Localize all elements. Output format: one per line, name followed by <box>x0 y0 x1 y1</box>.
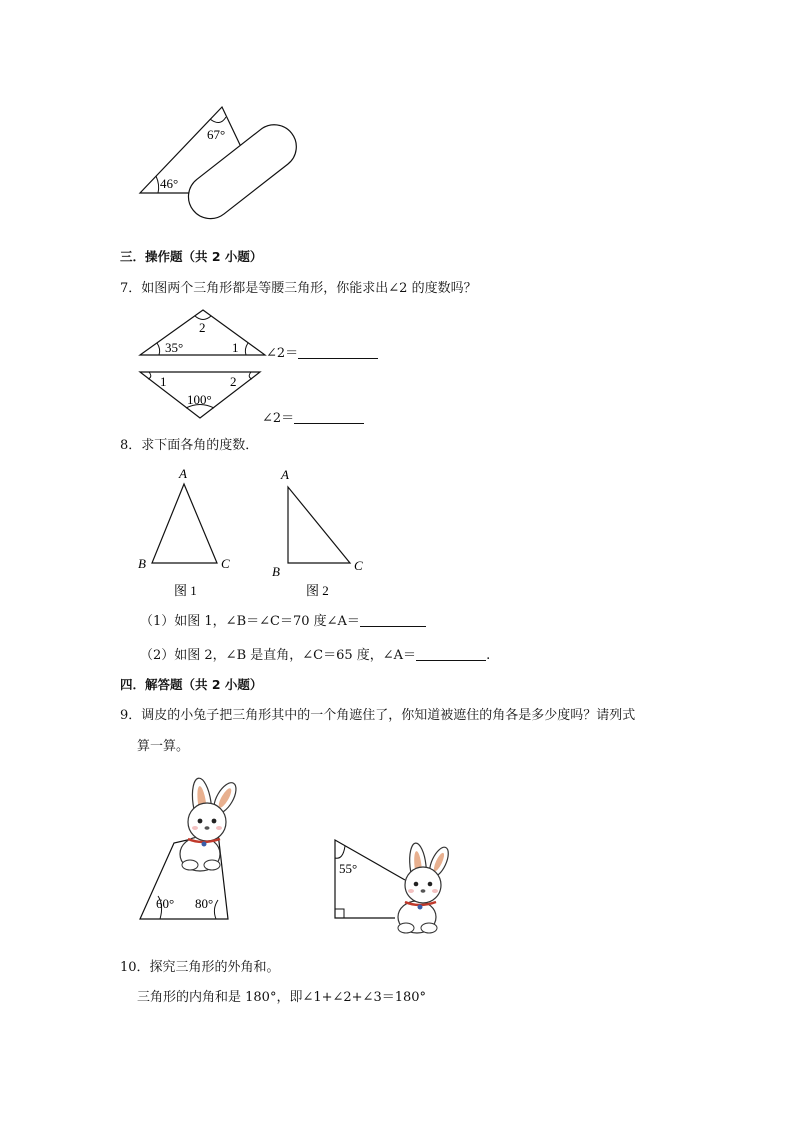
q8-fig1-triangle <box>152 484 217 563</box>
q9-left-figure <box>130 765 245 925</box>
q7-upper-apex-arc <box>195 316 211 320</box>
q7-answer-2 <box>262 409 364 428</box>
q8-fig1-label-b: B <box>138 556 146 571</box>
q7-upper-right-arc <box>245 343 248 355</box>
question-7-text: 7．如图两个三角形都是等腰三角形，你能求出∠2 的度数吗？ <box>120 281 477 296</box>
q7-upper-left-arc <box>157 343 160 355</box>
q8-fig2-triangle <box>288 487 350 563</box>
q8-sub2-text: （2）如图 2，∠B 是直角，∠C＝65 度，∠A＝ <box>140 648 417 663</box>
q7-triangles-figure <box>135 305 270 425</box>
q8-sub2-blank[interactable] <box>416 646 486 661</box>
q7-answer-2-label: ∠2＝ <box>262 411 295 426</box>
section-four-title: 四．解答题（共 2 小题） <box>120 677 263 692</box>
q8-fig2-label-a: A <box>281 467 289 482</box>
q8-fig1-label-a: A <box>179 466 187 481</box>
q7-lower-right-label: 2 <box>230 374 237 389</box>
q8-figure-1 <box>132 462 242 602</box>
q9-left-arc-80 <box>214 900 218 919</box>
q9-right-angle-mark <box>335 909 344 918</box>
angle-arc-left <box>156 176 159 193</box>
q7-upper-apex-label: 2 <box>199 320 206 335</box>
q9-right-arc-55 <box>335 846 345 858</box>
q8-fig1-label-c: C <box>221 556 230 571</box>
q8-sub-question-2 <box>140 646 490 665</box>
q7-answer-1 <box>266 344 378 363</box>
q8-fig2-label-c: C <box>354 558 363 573</box>
q8-sub-question-1 <box>140 612 426 631</box>
rabbit-illustration-right <box>398 842 452 933</box>
question-8-text: 8．求下面各角的度数． <box>120 438 259 453</box>
q8-sub1-text: （1）如图 1，∠B＝∠C＝70 度∠A＝ <box>140 614 360 629</box>
q7-answer-1-blank[interactable] <box>298 344 378 359</box>
top-triangle-figure <box>130 95 300 235</box>
q8-sub1-blank[interactable] <box>360 612 426 627</box>
q9-right-figure <box>325 830 465 945</box>
q8-fig2-label-b: B <box>272 564 280 579</box>
q9-right-triangle <box>335 840 405 918</box>
q8-sub2-end: . <box>486 648 491 663</box>
q7-upper-left-label: 35° <box>165 340 184 355</box>
rabbit-illustration-left <box>180 777 240 871</box>
question-10-line-1: 10．探究三角形的外角和。 <box>120 960 280 975</box>
q7-answer-1-label: ∠2＝ <box>266 346 299 361</box>
q7-answer-2-blank[interactable] <box>294 409 364 424</box>
question-10-line-2: 三角形的内角和是 180°，即∠1+∠2+∠3＝180° <box>137 990 427 1005</box>
q7-upper-right-label: 1 <box>232 340 239 355</box>
angle-label-46: 46° <box>160 176 179 191</box>
section-three-title: 三．操作题（共 2 小题） <box>120 249 263 264</box>
q9-right-label-55: 55° <box>339 861 358 876</box>
q9-left-label-60: 60° <box>156 896 175 911</box>
question-9-line-2: 算一算。 <box>137 739 190 754</box>
angle-label-67: 67° <box>207 127 226 142</box>
q7-lower-left-label: 1 <box>160 374 167 389</box>
q7-lower-bottom-label: 100° <box>187 392 212 407</box>
q8-figure-2 <box>268 462 378 602</box>
q8-fig2-caption: 图 2 <box>306 583 329 598</box>
question-9-line-1: 9．调皮的小兔子把三角形其中的一个角遮住了，你知道被遮住的角各是多少度吗？请列式 <box>120 708 636 723</box>
q8-fig1-caption: 图 1 <box>174 583 197 598</box>
q9-left-label-80: 80° <box>195 896 214 911</box>
